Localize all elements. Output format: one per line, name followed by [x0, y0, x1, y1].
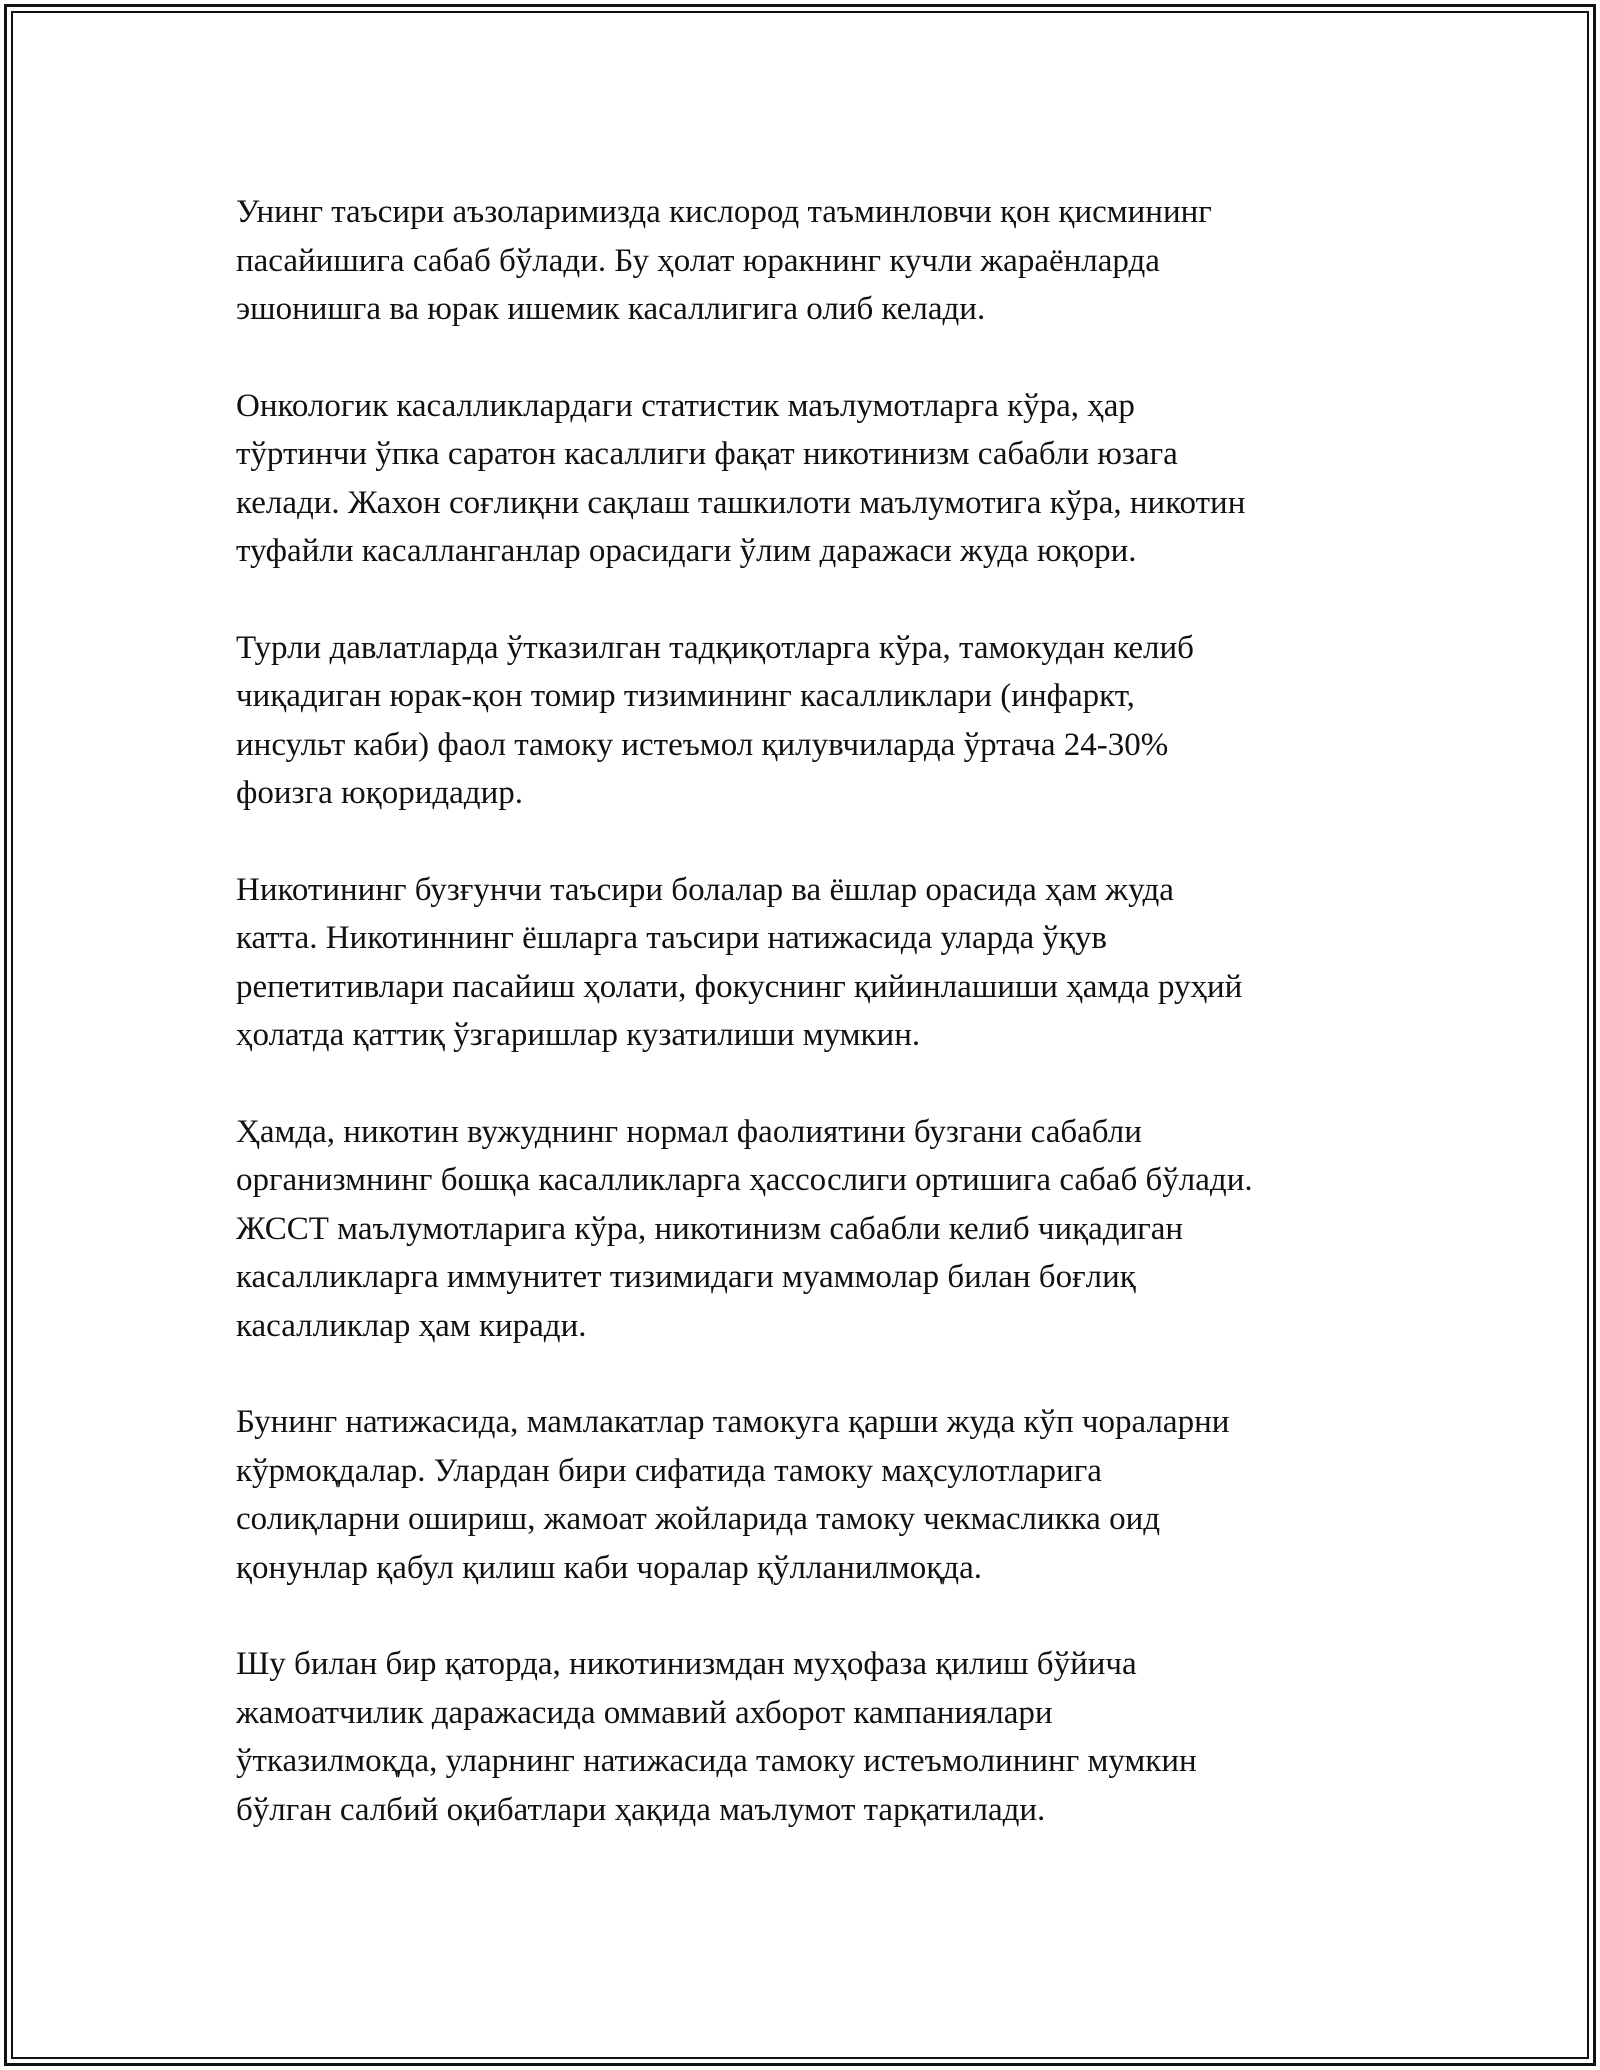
text-line: Онкологик касалликлардаги статистик маълумотларга кўра, ҳар	[236, 387, 1135, 424]
text-line: касалликларга иммунитет тизимидаги муаммолар билан боғлиқ	[236, 1259, 1136, 1295]
text-line: ўтказилмоқда, уларнинг натижасида тамоку истеъмолининг мумкин	[236, 1743, 1197, 1779]
text-line: тўртинчи ўпка саратон касаллиги фақат никотинизм сабабли юзага	[236, 436, 1178, 472]
text-line: қонунлар қабул қилиш каби чоралар қўлланилмоқда.	[236, 1549, 982, 1586]
text-line: касалликлар ҳам киради.	[236, 1307, 587, 1344]
text-line: репетитивлари пасайиш ҳолати, фокуснинг қийинлашиши ҳамда руҳий	[236, 968, 1243, 1005]
text-line: туфайли касалланганлар орасидаги ўлим даражаси жуда юқори.	[236, 533, 1137, 569]
paragraph	[236, 1640, 1376, 1834]
paragraph	[236, 624, 1376, 818]
text-line: Турли давлатларда ўтказилган тадқиқотларга кўра, тамокудан келиб	[236, 629, 1194, 666]
text-line: Шу билан бир қаторда, никотинизмдан муҳофаза қилиш бўйича	[236, 1646, 1137, 1682]
text-line: Бунинг натижасида, мамлакатлар тамокуга қарши жуда кўп чораларни	[236, 1404, 1230, 1440]
text-line: бўлган салбий оқибатлари ҳақида маълумот тарқатилади.	[236, 1791, 1046, 1828]
text-line: чиқадиган юрак-қон томир тизимининг касалликлари (инфаркт,	[236, 678, 1135, 714]
paragraph	[236, 382, 1376, 576]
paragraph	[236, 866, 1376, 1060]
paragraph	[236, 1398, 1376, 1592]
paragraph	[236, 188, 1376, 334]
document-body	[236, 188, 1376, 1882]
text-line: келади. Жахон соғлиқни сақлаш ташкилоти маълумотига кўра, никотин	[236, 484, 1246, 521]
text-line: кўрмоқдалар. Улардан бири сифатида тамоку маҳсулотларига	[236, 1452, 1102, 1489]
text-line: инсульт каби) фаол тамоку истеъмол қилувчиларда ўртача 24-30%	[236, 726, 1169, 763]
text-line: эшонишга ва юрак ишемик касаллигига олиб келади.	[236, 291, 986, 327]
text-line: жамоатчилик даражасида оммавий ахборот кампаниялари	[236, 1694, 1053, 1731]
text-line: фоизга юқоридадир.	[236, 775, 523, 811]
text-line: ҳолатда қаттиқ ўзгаришлар кузатилиши мумкин.	[236, 1017, 921, 1053]
paragraph	[236, 1108, 1376, 1351]
text-line: Никотининг бузғунчи таъсири болалар ва ёшлар орасида ҳам жуда	[236, 871, 1174, 908]
text-line: ЖССТ маълумотларига кўра, никотинизм сабабли келиб чиқадиган	[236, 1210, 1184, 1247]
text-line: Ҳамда, никотин вужуднинг нормал фаолиятини бузгани сабабли	[236, 1113, 1142, 1150]
text-line: организмнинг бошқа касалликларга ҳассослиги ортишига сабаб бўлади.	[236, 1162, 1253, 1198]
text-line: солиқларни ошириш, жамоат жойларида тамоку чекмасликка оид	[236, 1501, 1161, 1537]
text-line: пасайишига сабаб бўлади. Бу ҳолат юракнинг кучли жараёнларда	[236, 242, 1160, 279]
text-line: катта. Никотиннинг ёшларга таъсири натижасида уларда ўқув	[236, 920, 1108, 956]
text-line: Унинг таъсири аъзоларимизда кислород таъминловчи қон қисмининг	[236, 194, 1212, 230]
